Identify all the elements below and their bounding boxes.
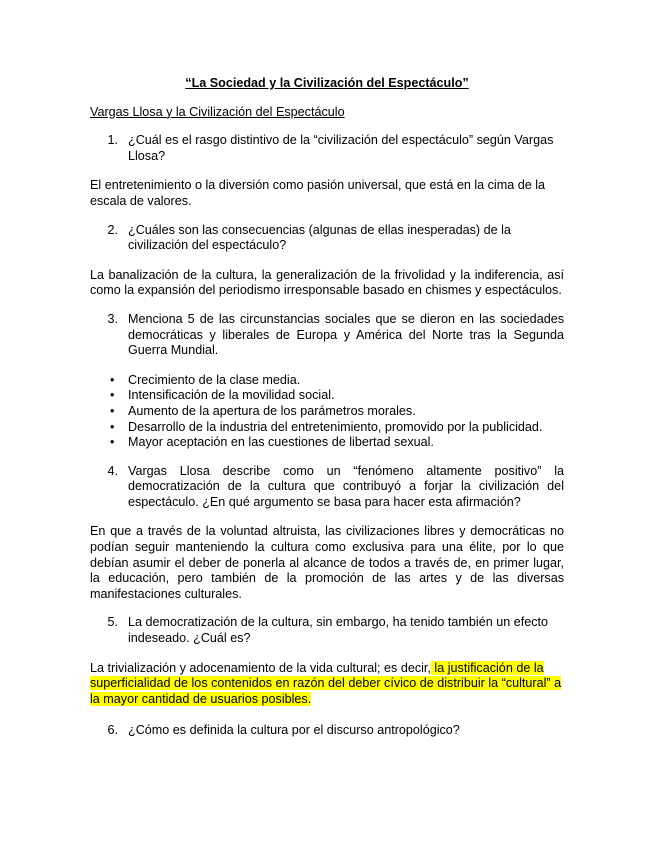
question-5 (90, 615, 564, 646)
question-2 (90, 223, 564, 254)
question-text: La democratización de la cultura, sin embargo, ha tenido también un efecto indeseado. ¿Cuál es? (128, 615, 549, 646)
question-3 (90, 312, 564, 359)
document-subtitle: Vargas Llosa y la Civilización del Espectáculo (90, 104, 345, 119)
highlighted-text: la justificación de la superficialidad de los contenidos en razón del deber cívico de distribuir la “cultural” a la mayor cantidad de usuarios posibles. (90, 660, 562, 706)
question-text: ¿Cómo es definida la cultura por el discurso antropológico? (128, 723, 460, 738)
answer-1: El entretenimiento o la diversión como pasión universal, que está en la cima de la escala de valores. (90, 178, 546, 208)
question-text: ¿Cuál es el rasgo distintivo de la “civilización del espectáculo” según Vargas Llosa? (128, 133, 554, 163)
list-item: • Aumento de la apertura de los parámetros morales. (90, 404, 564, 420)
bullet-icon: • (110, 419, 115, 434)
question-number: 3. (107, 311, 118, 326)
question-1 (90, 133, 564, 164)
bullet-icon: • (110, 388, 115, 403)
question-text: Vargas Llosa describe como un “fenómeno altamente positivo” la democratización de la cultura que contribuyó a forjar la civilización del espectáculo. ¿En qué argumento se basa para hacer esta afirmación? (128, 463, 564, 509)
answer-4: En que a través de la voluntad altruista, las civilizaciones libres y democráticas no podían seguir manteniendo la cultura como exclusiva para una élite, por lo que debían asumir el deber de ponerla al alcance de todos a través de, en primer lugar, la educación, pero también de la promoción de las artes y de las diversas manifestaciones culturales. (90, 524, 564, 601)
bullet-icon: • (110, 372, 115, 387)
question-number: 5. (107, 615, 118, 630)
list-item: • Intensificación de la movilidad social. (90, 388, 564, 404)
question-6 (90, 723, 564, 739)
question-text: Menciona 5 de las circunstancias sociales que se dieron en las sociedades democráticas y liberales de Europa y América del Norte tras la Segunda Guerra Mundial. (128, 311, 564, 358)
question-text: ¿Cuáles son las consecuencias (algunas de ellas inesperadas) de la civilización del espectáculo? (128, 222, 511, 253)
question-4 (90, 464, 564, 511)
answer-5 (90, 661, 564, 708)
list-item: • Crecimiento de la clase media. (90, 373, 564, 389)
bullet-icon: • (110, 435, 115, 450)
question-number: 6. (107, 723, 118, 738)
question-number: 2. (107, 222, 118, 237)
list-item: • Desarrollo de la industria del entretenimiento, promovido por la publicidad. (90, 420, 564, 436)
document-title: “La Sociedad y la Civilización del Espectáculo” (185, 76, 469, 90)
question-number: 4. (107, 463, 118, 478)
answer-5-plain: La trivialización y adocenamiento de la vida cultural; es decir, (90, 660, 431, 675)
list-item: • Mayor aceptación en las cuestiones de libertad sexual. (90, 435, 564, 451)
answer-2: La banalización de la cultura, la generalización de la frivolidad y la indiferencia, así como la expansión del periodismo irresponsable basado en chismes y espectáculos. (90, 267, 564, 298)
answer-3-list (90, 373, 564, 451)
question-number: 1. (107, 133, 118, 148)
document-page (90, 76, 564, 739)
bullet-icon: • (110, 403, 115, 418)
